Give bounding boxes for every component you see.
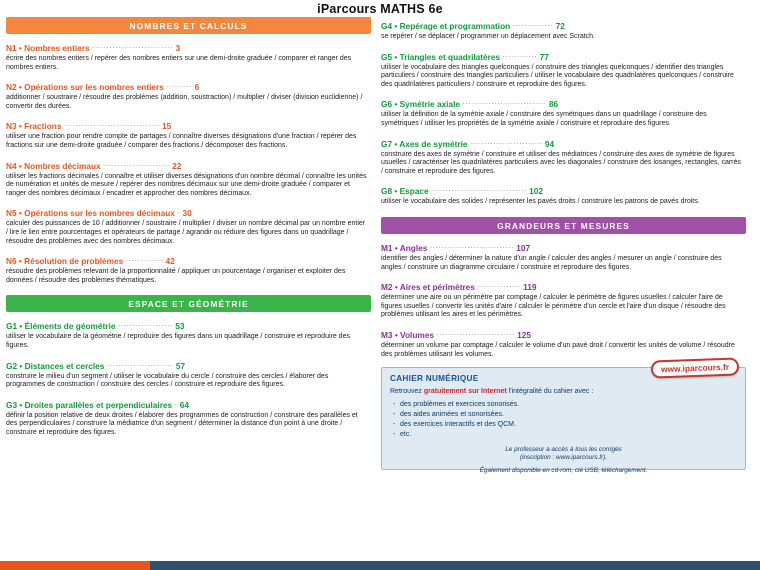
entry-page: 42	[165, 256, 175, 267]
entry-description: utiliser le vocabulaire de la géométrie / reproduire des figures dans un quadrillage / construire et reproduire des figures.	[6, 333, 350, 349]
entry-code: G2	[6, 360, 18, 371]
entry-page: 30	[182, 208, 192, 219]
cahier-footnote-line2: (inscription : www.iparcours.fr).	[519, 454, 608, 462]
website-stamp-label: www.iparcours.fr	[660, 361, 730, 375]
leader-dots: ............	[502, 48, 538, 59]
entry-description: utiliser le vocabulaire des triangles quelconques / construire des triangles quelconques / identifier des triangles particuliers / construire des triangles particuliers / utiliser le vocabulaire des quadrilatères quelconques / construire des quadrilatères particuliers / construire et reproduire des figures.	[381, 63, 734, 88]
entry-description: écrire des nombres entiers / repérer des nombres entiers sur une demi-droite graduée / comparer et ranger des nombres entiers.	[6, 55, 352, 71]
entry-code: G6	[381, 99, 393, 110]
entry-title: • Nombres entiers	[18, 43, 90, 53]
left-column	[6, 17, 371, 444]
entry-page: 107	[516, 242, 531, 253]
page-footer-bar	[0, 561, 760, 570]
entry-code: G5	[381, 51, 393, 62]
leader-dots: .......................	[103, 157, 170, 168]
entry-description: utiliser le vocabulaire des solides / représenter les pavés droits / construire les patrons de pavés droits.	[381, 198, 700, 206]
toc-entry-g8[interactable]	[381, 183, 746, 207]
leader-dots: .........................	[469, 135, 543, 146]
entry-title: • Éléments de géométrie	[19, 321, 116, 332]
toc-entry-m2[interactable]	[381, 279, 746, 320]
entry-code: N1	[6, 43, 17, 53]
entry-description: calculer des puissances de 10 / additionner / soustraire / multiplier / diviser un nombre décimal par un nombre entier / lire le lien entre pourcentages et opérateurs de partage / agrandir ou réduire des figures dans un quadrillage / résoudre des problèmes avec des nombres décimaux.	[6, 220, 366, 245]
toc-entry-n2[interactable]	[6, 79, 371, 111]
entry-code: M1	[381, 242, 393, 253]
entry-title: • Résolution de problèmes	[18, 256, 124, 267]
entry-page: 57	[175, 360, 186, 371]
entry-code: G3	[6, 399, 18, 410]
entry-title: • Symétrie axiale	[394, 99, 461, 110]
entry-page: 53	[175, 321, 185, 332]
toc-entry-n3[interactable]	[6, 118, 371, 150]
entry-page: 3	[175, 43, 181, 53]
website-stamp[interactable]	[651, 358, 740, 379]
leader-dots: .	[177, 205, 181, 216]
entry-page: 77	[539, 51, 549, 62]
entry-code: M2	[381, 282, 393, 293]
entry-title: • Volumes	[394, 329, 435, 340]
entry-title: • Repérage et programmation	[394, 21, 511, 31]
entry-page: 94	[544, 138, 555, 149]
cahier-numerique-box	[381, 361, 746, 474]
entry-title: • Aires et périmètres	[394, 282, 475, 293]
toc-entry-n4[interactable]	[6, 158, 371, 199]
leader-dots: ...............	[477, 279, 521, 290]
page-title: iParcours MATHS 6e	[317, 2, 443, 16]
entry-code: G4	[381, 21, 393, 31]
toc-entry-n5[interactable]	[6, 205, 371, 246]
entry-page: 102	[529, 186, 544, 197]
section-header-espace: ESPACE ET GÉOMÉTRIE	[6, 295, 371, 312]
entry-description: utiliser la définition de la symétrie axiale / construire des symétriques dans un quadrillage / construire des symétriques / utiliser les propriétés de la symétrie axiale / construire et reproduire des figures.	[381, 111, 707, 127]
section-header-nombres: NOMBRES ET CALCULS	[6, 17, 371, 34]
leader-dots: ...........................	[436, 326, 515, 337]
entry-title: • Opérations sur les nombres entiers	[18, 82, 164, 93]
entry-description: déterminer une aire ou un périmètre par comptage / calculer le périmètre de figures usuelles / calculer l'aire de figures usuelles / convertir les unités d'aire / calculer le périmètre d'un cercle et l'aire d'un disque / résoudre des problèmes utilisant les aires et les périmètres.	[381, 294, 726, 319]
entry-page: 125	[517, 329, 531, 340]
leader-dots: ..............	[512, 18, 554, 28]
leader-dots: .......................	[106, 357, 174, 368]
toc-entry-m3[interactable]	[381, 327, 746, 359]
entry-description: identifier des angles / déterminer la nature d'un angle / calculer des angles / mesurer un angle / construire des angles / construire un diagramme circulaire / construire et reproduire des figures.	[381, 254, 722, 271]
right-column	[381, 17, 746, 474]
leader-dots: .	[174, 396, 178, 407]
list-item: - des problèmes et exercices sonorisés.	[400, 400, 737, 410]
toc-entry-g5[interactable]	[381, 49, 746, 90]
entry-page: 86	[548, 99, 559, 110]
cahier-lead-bold: gratuitement sur Internet	[423, 388, 507, 396]
entry-code: N4	[6, 160, 17, 171]
entry-code: M3	[381, 329, 393, 340]
entry-code: G1	[6, 321, 18, 332]
toc-entry-g7[interactable]	[381, 136, 746, 177]
toc-entry-g6[interactable]	[381, 96, 746, 128]
leader-dots: ...................	[117, 318, 173, 329]
cahier-footnote	[390, 446, 737, 463]
toc-entry-n1[interactable]	[6, 40, 371, 72]
entry-code: N3	[6, 121, 17, 132]
entry-title: • Nombres décimaux	[18, 160, 101, 171]
entry-page: 6	[194, 82, 200, 93]
entry-description: construire des axes de symétrie / construire et utiliser des médiatrices / construire des axes de symétrie de figures usuelles / caractériser les quadrilatères particuliers avec les diagonales / construire des losanges, rectangles, carrés / construire et reproduire des figures.	[381, 150, 741, 175]
footer-accent-ribbon	[0, 561, 150, 570]
two-column-layout	[6, 17, 754, 474]
entry-page: 64	[179, 399, 189, 410]
entry-description: construire le milieu d'un segment / utiliser le vocabulaire du cercle / construire des cercles / élaborer des programmes de construction / construire des cercles / construire et reproduire des figures.	[6, 372, 329, 389]
leader-dots: ............................	[91, 40, 174, 50]
entry-title: • Angles	[394, 242, 428, 253]
cahier-availability: Également disponible en cd-rom, clé USB, téléchargement.	[479, 466, 648, 474]
entry-description: résoudre des problèmes relevant de la proportionnalité / appliquer un pourcentage / organiser et exploiter des données / résoudre des problèmes thématiques.	[6, 268, 346, 284]
toc-entry-g4[interactable]	[381, 18, 746, 42]
entry-title: • Triangles et quadrilatères	[394, 51, 501, 62]
section-header-grandeurs: GRANDEURS ET MESURES	[381, 217, 746, 234]
entry-page: 72	[555, 21, 565, 31]
toc-entry-g3[interactable]	[6, 397, 371, 438]
toc-entry-n6[interactable]	[6, 253, 371, 285]
leader-dots: .............	[125, 253, 164, 264]
leader-dots: .................................	[430, 183, 527, 194]
entry-description: définir la position relative de deux droites / élaborer des programmes de construction / construire des parallèles et des perpendiculaires / construire la médiatrice d'un segment / déterminer la distance d'un point à une droite / construire et reproduire des figures.	[6, 411, 358, 436]
leader-dots: .............................	[429, 239, 514, 250]
cahier-title: CAHIER NUMÉRIQUE	[390, 374, 479, 384]
entry-code: G7	[381, 138, 393, 149]
entry-description: utiliser une fraction pour rendre compte de partages / connaître diverses désignations d'une fraction / repérer des fractions sur une demi-droite graduée / comparer des fractions / décomposer des fractions.	[6, 133, 357, 149]
cahier-lead	[390, 387, 737, 397]
cahier-footnote-line1: Le professeur a accès à tous les corrigés	[505, 445, 622, 453]
leader-dots: .................................	[63, 118, 160, 129]
entry-page: 119	[523, 282, 537, 293]
entry-code: N6	[6, 256, 17, 267]
entry-description: additionner / soustraire / résoudre des problèmes (addition, soustraction) / multiplier / diviser (division euclidienne) / convertir des durées.	[6, 94, 363, 110]
entry-code: N5	[6, 208, 17, 219]
leader-dots: .........	[166, 79, 193, 90]
toc-entry-g1[interactable]	[6, 318, 371, 350]
entry-code: N2	[6, 82, 17, 93]
list-item: - des aides animées et sonorisées.	[400, 410, 737, 420]
entry-title: • Distances et cercles	[19, 360, 105, 371]
leader-dots: .............................	[462, 96, 547, 107]
cahier-lead-part2: l'intégralité du cahier avec :	[506, 388, 594, 396]
entry-title: • Fractions	[18, 121, 62, 132]
list-item: - etc.	[400, 430, 737, 440]
entry-title: • Espace	[394, 186, 429, 197]
list-item: - des exercices interactifs et des QCM.	[400, 420, 737, 430]
toc-entry-g2[interactable]	[6, 358, 371, 390]
entry-title: • Droites parallèles et perpendiculaires	[19, 399, 173, 410]
cahier-bullet-list	[400, 400, 737, 440]
entry-page: 15	[161, 121, 172, 132]
entry-description: utiliser les fractions décimales / connaître et utiliser diverses désignations d'un nombre décimal / connaître les unités de numération et unités de mesure / repérer des nombres décimaux sur une demi-droite graduée / comparer et ranger des nombres décimaux / encadrer et approcher des nombres décimaux.	[6, 172, 367, 197]
cahier-lead-part1: Retrouvez	[390, 388, 424, 396]
entry-title: • Opérations sur les nombres décimaux	[18, 208, 175, 219]
entry-page: 22	[172, 160, 182, 171]
entry-description: se repérer / se déplacer / programmer un déplacement avec Scratch.	[381, 33, 595, 40]
toc-entry-m1[interactable]	[381, 240, 746, 272]
entry-title: • Axes de symétrie	[394, 138, 468, 149]
entry-description: déterminer un volume par comptage / calculer le volume d'un pavé droit / convertir les unités de volume / résoudre des problèmes utilisant les volumes.	[381, 341, 735, 358]
entry-code: G8	[381, 186, 393, 197]
